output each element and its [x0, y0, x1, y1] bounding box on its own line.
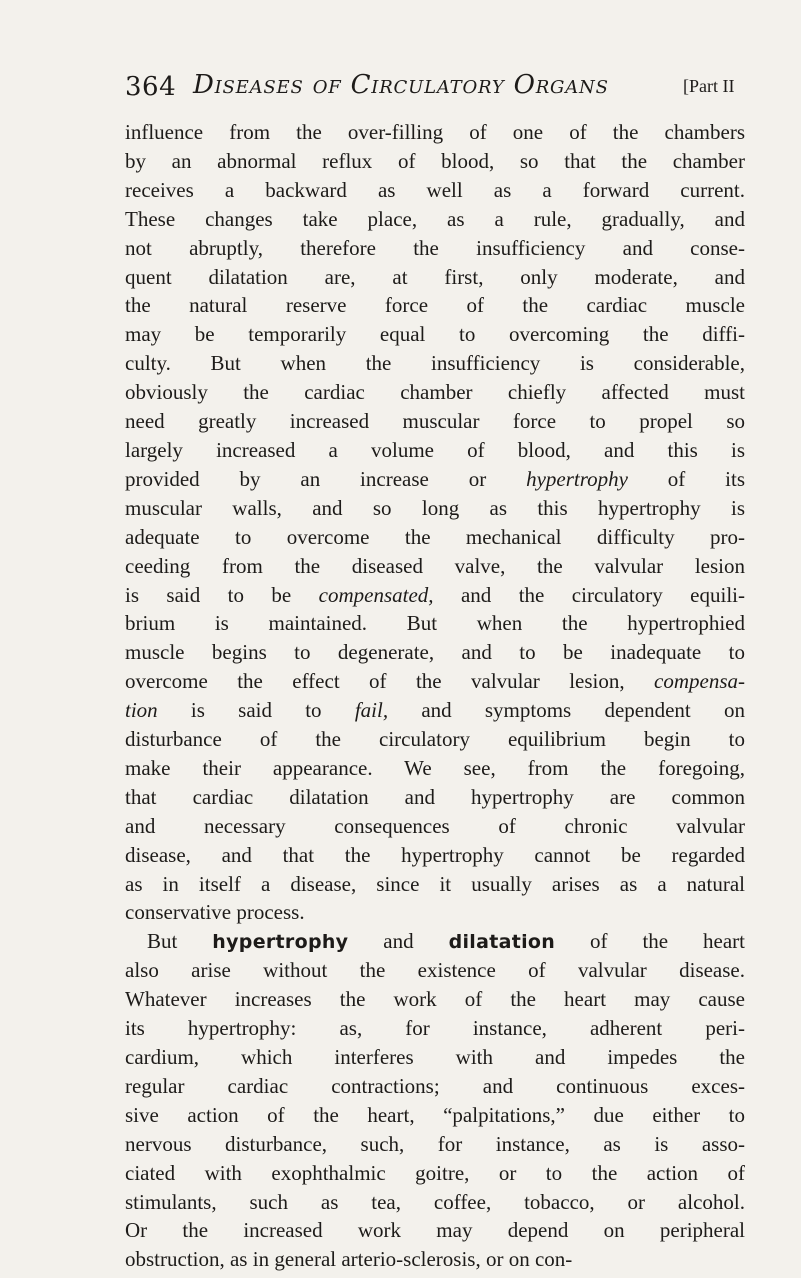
running-title: Diseases of Circulatory Organs	[193, 70, 609, 100]
text-run: and the circulatory equili-	[433, 582, 745, 607]
text-run: Whatever increases the work of the heart may cause	[125, 987, 745, 1012]
body-text	[125, 118, 745, 1274]
text-run: also arise without the existence of valvular disease.	[125, 958, 745, 983]
text-line	[125, 1014, 745, 1043]
text-line	[125, 263, 745, 292]
text-run: overcome the effect of the valvular lesion,	[125, 669, 655, 694]
text-run: the natural reserve force of the cardiac muscle	[125, 293, 745, 318]
text-run: not abruptly, therefore the insufficiency and conse-	[125, 235, 745, 260]
text-line	[125, 1245, 745, 1274]
text-line	[125, 552, 745, 581]
text-run: as in itself a disease, since it usually arises as a natural	[125, 871, 745, 896]
text-line	[125, 176, 745, 205]
text-run: culty. But when the insufficiency is considerable,	[125, 351, 745, 376]
text-line	[125, 147, 745, 176]
text-run: sive action of the heart, “palpitations,” due either to	[125, 1102, 745, 1127]
text-line	[125, 667, 745, 696]
text-run: ceeding from the diseased valve, the valvular lesion	[125, 553, 745, 578]
text-line	[125, 581, 745, 610]
text-run: and necessary consequences of chronic valvular	[125, 813, 745, 838]
text-run: conservative process.	[125, 900, 305, 925]
text-line	[125, 638, 745, 667]
text-run: cardium, which interferes with and impedes the	[125, 1045, 745, 1069]
text-run: muscle begins to degenerate, and to be inadequate to	[125, 640, 745, 665]
text-run: stimulants, such as tea, coffee, tobacco, or alcohol.	[125, 1189, 745, 1214]
text-line	[125, 1159, 745, 1188]
text-run: and	[348, 929, 449, 954]
text-run: of its	[627, 466, 745, 491]
text-line	[125, 205, 745, 234]
text-run: obviously the cardiac chamber chiefly affected must	[125, 380, 745, 405]
text-line	[125, 523, 745, 552]
text-line	[125, 812, 745, 841]
text-line	[125, 1072, 745, 1101]
italic-term: fail,	[354, 698, 389, 723]
text-run: its hypertrophy: as, for instance, adherent peri-	[125, 1016, 745, 1041]
italic-term: compensa-	[654, 669, 745, 694]
text-line	[125, 407, 745, 436]
text-run: adequate to overcome the mechanical difficulty pro-	[125, 524, 745, 549]
text-run: disease, and that the hypertrophy cannot be regarded	[125, 842, 745, 867]
text-run: These changes take place, as a rule, gradually, and	[125, 206, 745, 231]
text-run: receives a backward as well as a forward current.	[125, 177, 745, 202]
italic-term: tion	[125, 698, 158, 723]
text-line	[125, 1043, 745, 1072]
text-run: need greatly increased muscular force to propel so	[125, 409, 745, 434]
text-line	[125, 378, 745, 407]
italic-term: compensated,	[318, 582, 434, 607]
text-line	[125, 725, 745, 754]
page-number: 364	[125, 72, 177, 102]
text-line	[125, 609, 745, 638]
text-line	[125, 841, 745, 870]
text-run: and symptoms dependent on	[388, 698, 746, 723]
text-line	[125, 985, 745, 1014]
text-line	[125, 320, 745, 349]
text-run: may be temporarily equal to overcoming the diffi-	[125, 322, 745, 347]
text-run: ciated with exophthalmic goitre, or to the action of	[125, 1160, 745, 1185]
text-line	[125, 349, 745, 378]
text-line	[125, 898, 745, 927]
text-line	[125, 696, 745, 725]
text-line	[125, 465, 745, 494]
text-run: is said to	[157, 698, 355, 723]
text-line	[125, 870, 745, 899]
text-run: disturbance of the circulatory equilibrium begin to	[125, 727, 745, 752]
part-label: [Part II	[683, 76, 735, 96]
text-line	[125, 494, 745, 523]
text-run: largely increased a volume of blood, and this is	[125, 437, 745, 462]
text-run: quent dilatation are, at first, only moderate, and	[125, 264, 745, 289]
text-run: that cardiac dilatation and hypertrophy are common	[125, 784, 745, 809]
bold-term: dilatation	[448, 931, 556, 954]
text-run: obstruction, as in general arterio-sclerosis, or on con-	[125, 1247, 573, 1272]
text-line	[125, 436, 745, 465]
running-head	[125, 70, 745, 104]
text-run: nervous disturbance, such, for instance, as is asso-	[125, 1131, 745, 1156]
text-run: regular cardiac contractions; and continuous exces-	[125, 1073, 745, 1098]
text-run: by an abnormal reflux of blood, so that the chamber	[125, 148, 745, 173]
text-run: muscular walls, and so long as this hypertrophy is	[125, 495, 745, 520]
text-line	[125, 1216, 745, 1245]
text-line	[125, 754, 745, 783]
text-line	[125, 1101, 745, 1130]
text-line	[125, 783, 745, 812]
bold-term: hypertrophy	[212, 931, 349, 954]
text-line	[125, 956, 745, 985]
text-line	[125, 1130, 745, 1159]
text-run: influence from the over-filling of one of the chambers	[125, 120, 745, 144]
text-run: is said to be	[125, 582, 319, 607]
text-line	[125, 291, 745, 320]
text-line	[125, 118, 745, 147]
text-line	[125, 1188, 745, 1217]
text-run: Or the increased work may depend on peripheral	[125, 1218, 745, 1243]
text-run: brium is maintained. But when the hypertrophied	[125, 611, 745, 636]
text-run: make their appearance. We see, from the foregoing,	[125, 755, 745, 780]
text-line	[125, 927, 745, 956]
text-line	[125, 234, 745, 263]
italic-term: hypertrophy	[526, 466, 628, 491]
text-run: provided by an increase or	[125, 466, 527, 491]
text-run: But	[147, 929, 213, 954]
text-run: of the heart	[555, 929, 746, 954]
